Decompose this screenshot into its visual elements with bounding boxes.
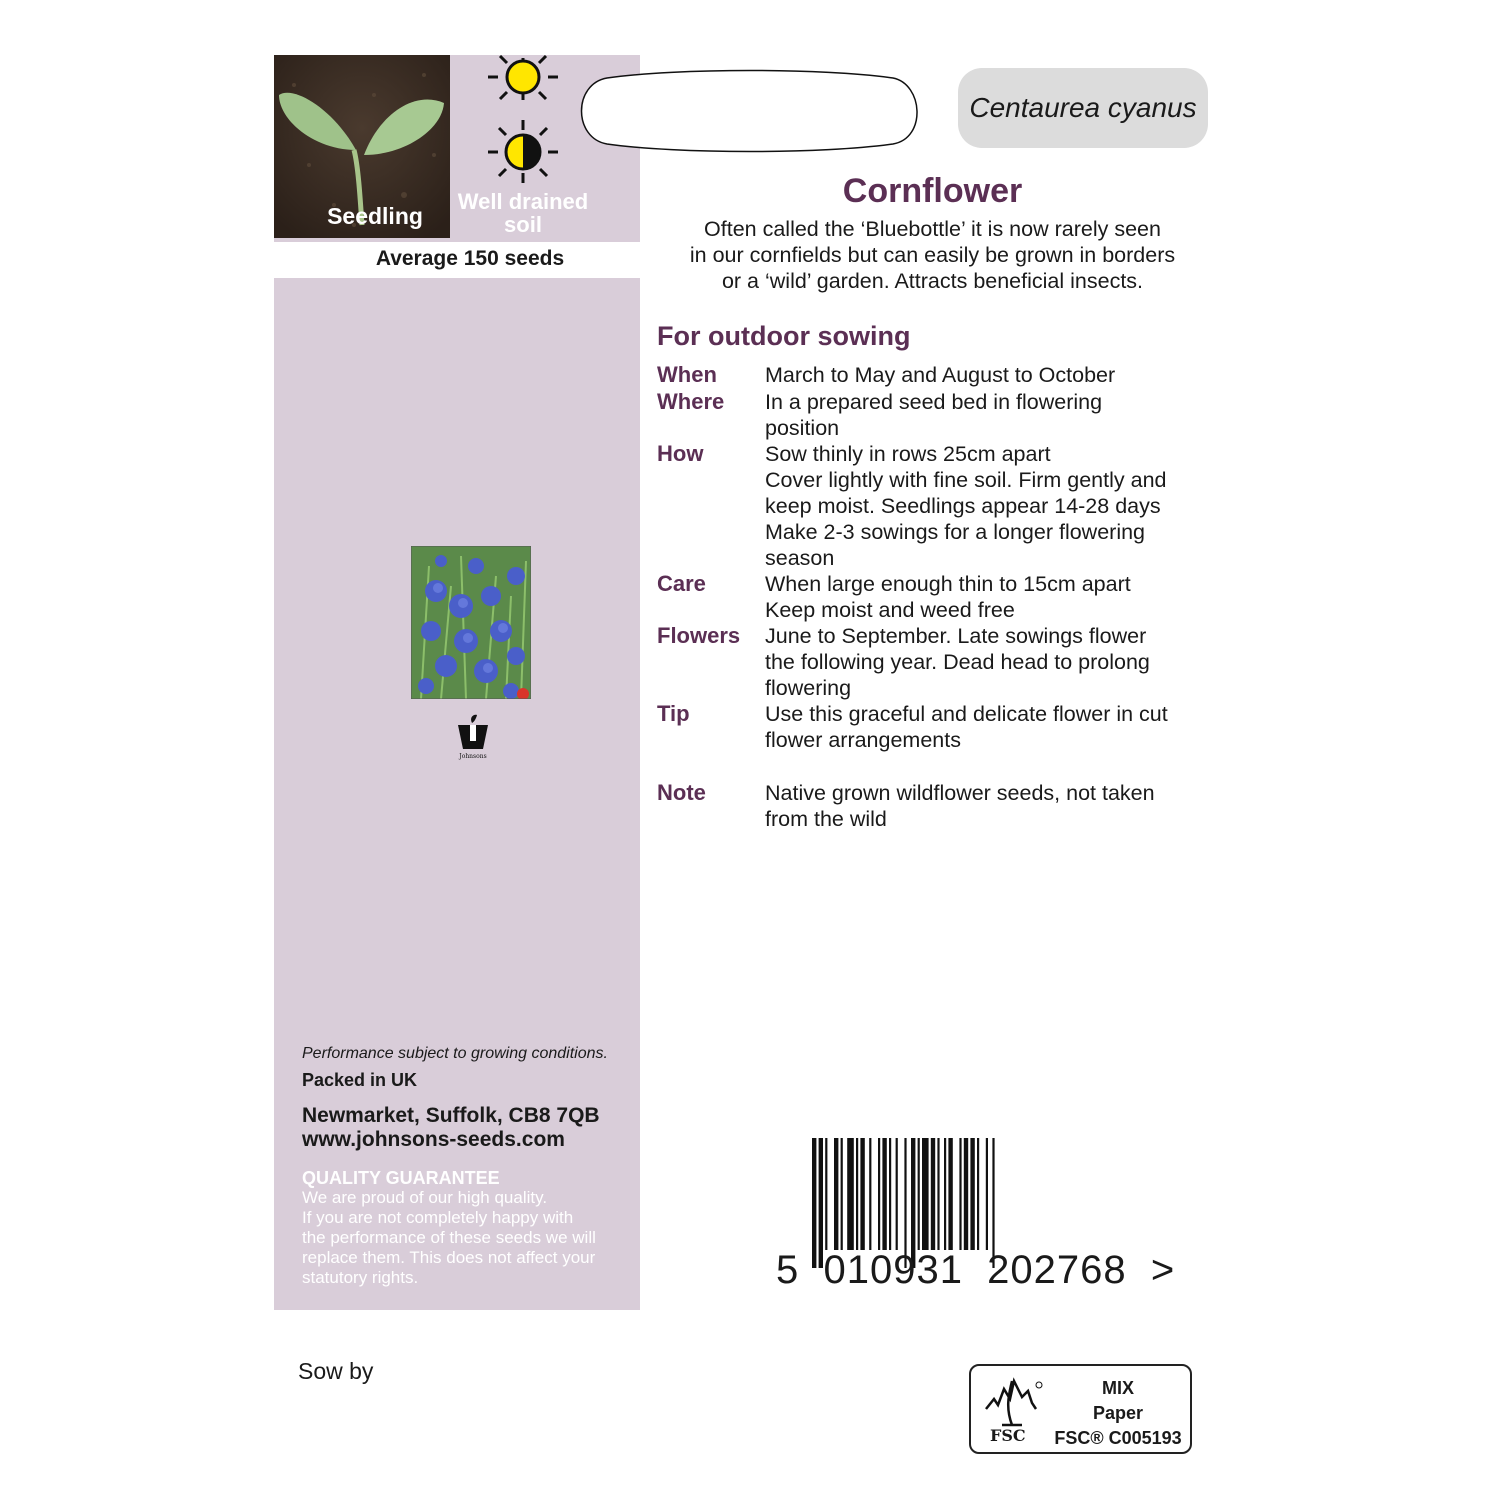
row-line: Native grown wildflower seeds, not taken: [765, 781, 1155, 805]
barcode-bar: [922, 1138, 929, 1250]
company-address: [302, 1104, 600, 1152]
row-text: [765, 701, 1213, 753]
row-text: [765, 441, 1213, 571]
fsc-paper: Paper: [1092, 1403, 1144, 1423]
barcode-bar: [834, 1138, 838, 1250]
guarantee-line: We are proud of our high quality.: [302, 1188, 548, 1207]
row-text: [765, 389, 1213, 441]
seed-count: Average 150 seeds: [375, 247, 565, 270]
row-line: position: [765, 416, 840, 440]
barcode-bar: [841, 1138, 843, 1250]
barcode-bar: [944, 1138, 946, 1250]
row-line: In a prepared seed bed in flowering: [765, 390, 1103, 414]
quality-guarantee: [302, 1168, 637, 1288]
fsc-tree-icon: [982, 1375, 1044, 1430]
latin-name-badge: [958, 68, 1208, 148]
barcode-bar: [977, 1138, 979, 1250]
intro-line: in our cornfields but can easily be grown in borders: [689, 243, 1176, 267]
product-intro: [650, 216, 1215, 294]
johnsons-logo: [455, 713, 491, 761]
barcode-number: 5 010931 202768 >: [776, 1248, 1176, 1292]
guarantee-line: the performance of these seeds we will: [302, 1228, 596, 1247]
row-line: Cover lightly with fine soil. Firm gently and: [765, 468, 1167, 492]
sow-by-label: Sow by: [298, 1358, 374, 1384]
guarantee-title: QUALITY GUARANTEE: [302, 1168, 500, 1188]
row-line: June to September. Late sowings flower: [765, 624, 1147, 648]
barcode-bar: [889, 1138, 891, 1250]
row-line: Make 2-3 sowings for a longer flowering: [765, 520, 1146, 544]
barcode-bar: [882, 1138, 886, 1250]
row-line: flower arrangements: [765, 728, 961, 752]
barcode-bar: [860, 1138, 864, 1250]
fsc-wordmark: FSC: [990, 1426, 1026, 1445]
row-line: from the wild: [765, 807, 887, 831]
row-label: Tip: [657, 701, 690, 726]
product-title: Cornflower: [842, 172, 1023, 210]
row-text: [765, 362, 1213, 388]
row-line: the following year. Dead head to prolong: [765, 650, 1150, 674]
barcode-bar: [970, 1138, 974, 1250]
barcode-bar: [937, 1138, 939, 1250]
svg-text:Johnsons: Johnsons: [459, 753, 487, 760]
intro-line: or a ‘wild’ garden. Attracts beneficial insects.: [721, 269, 1144, 293]
address-line: Newmarket, Suffolk, CB8 7QB: [302, 1104, 600, 1127]
row-line: flowering: [765, 676, 852, 700]
cornflower-photo: [411, 546, 531, 699]
part-shade-icon: [488, 120, 558, 183]
barcode-bar: [878, 1138, 880, 1250]
row-line: Keep moist and weed free: [765, 598, 1015, 622]
sowing-heading: For outdoor sowing: [657, 321, 911, 351]
barcode-bar: [931, 1138, 935, 1250]
performance-note: Performance subject to growing conditions.: [302, 1045, 608, 1062]
row-line: March to May and August to October: [765, 363, 1116, 387]
row-label: When: [657, 362, 717, 387]
barcode-bar: [896, 1138, 898, 1250]
fsc-code: FSC® C005193: [1054, 1428, 1182, 1448]
row-text: [765, 571, 1213, 623]
guarantee-line: If you are not completely happy with: [302, 1208, 574, 1227]
barcode-bar: [869, 1138, 871, 1250]
soil-requirement-label: Well drained soil: [457, 189, 589, 237]
hang-hole: [577, 66, 923, 156]
packed-in: Packed in UK: [302, 1070, 418, 1090]
row-label: How: [657, 441, 704, 466]
fsc-mix: MIX: [1101, 1378, 1134, 1398]
row-label: Flowers: [657, 623, 741, 648]
intro-line: Often called the ‘Bluebottle’ it is now rarely seen: [704, 217, 1161, 241]
barcode-bar: [986, 1138, 988, 1250]
latin-name: Centaurea cyanus: [969, 92, 1197, 123]
row-text: [765, 780, 1213, 832]
barcode-bar: [918, 1138, 920, 1250]
row-label: Where: [657, 389, 725, 414]
website-link[interactable]: www.johnsons-seeds.com: [302, 1128, 565, 1151]
seedling-label: Seedling: [327, 203, 423, 229]
row-label: Note: [657, 780, 706, 805]
barcode-bar: [948, 1138, 952, 1250]
row-line: season: [765, 546, 835, 570]
barcode-bar: [964, 1138, 968, 1250]
row-text: [765, 623, 1213, 701]
barcode-bar: [847, 1138, 854, 1250]
barcode-bar: [825, 1138, 827, 1250]
guarantee-line: statutory rights.: [302, 1268, 419, 1287]
row-line: When large enough thin to 15cm apart: [765, 572, 1131, 596]
fsc-label: [1050, 1376, 1186, 1451]
row-line: Use this graceful and delicate flower in cut: [765, 702, 1168, 726]
barcode-bar: [856, 1138, 858, 1250]
barcode-bar: [959, 1138, 961, 1250]
guarantee-line: replace them. This does not affect your: [302, 1248, 596, 1267]
row-line: keep moist. Seedlings appear 14-28 days: [765, 494, 1161, 518]
full-sun-icon: [488, 56, 558, 100]
row-line: Sow thinly in rows 25cm apart: [765, 442, 1051, 466]
row-label: Care: [657, 571, 706, 596]
